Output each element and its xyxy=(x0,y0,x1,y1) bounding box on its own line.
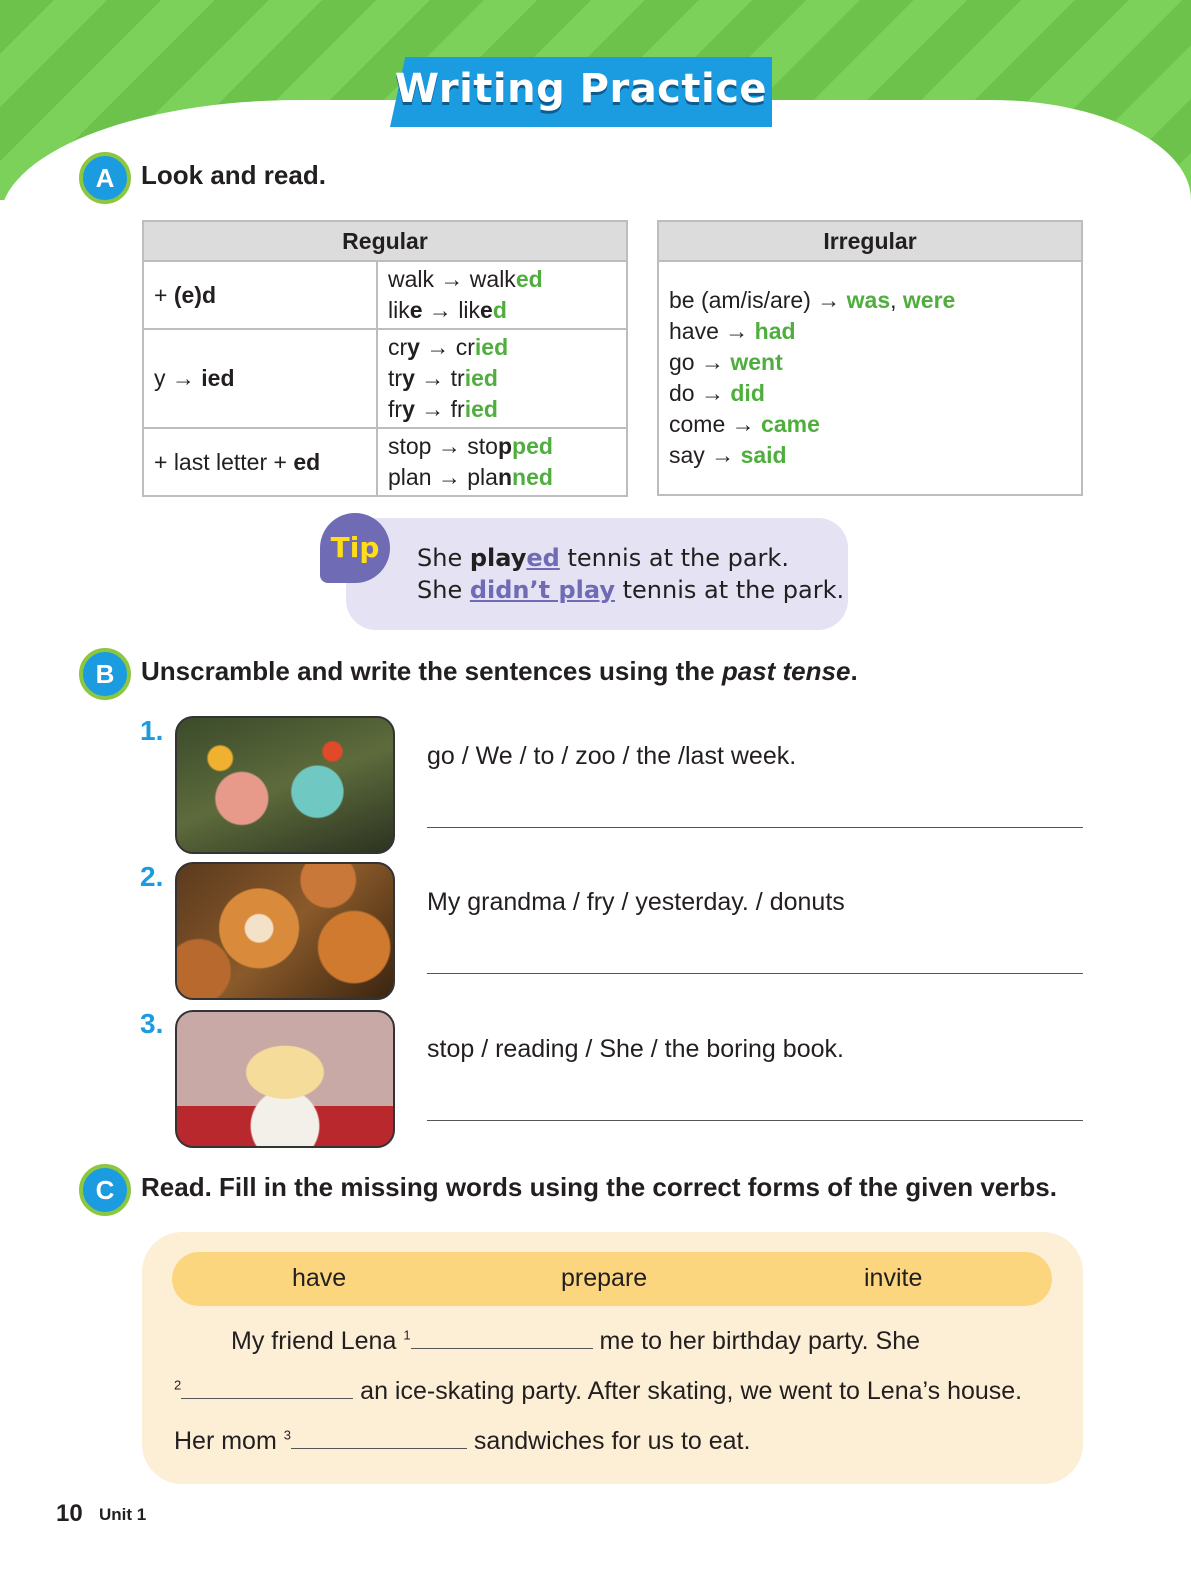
page-number: 10 xyxy=(56,1500,83,1527)
children-with-parrots-photo xyxy=(175,716,395,854)
page-title: Writing Practice xyxy=(394,66,768,112)
irregular-verbs-table xyxy=(657,220,1083,496)
blank-1[interactable] xyxy=(411,1324,593,1349)
rule-cell: + (e)d xyxy=(143,261,377,329)
rule-cell: + last letter + ed xyxy=(143,428,377,496)
section-b-title: Unscramble and write the sentences using the past tense. xyxy=(141,656,858,686)
unit-label: Unit 1 xyxy=(99,1505,147,1524)
answer-line[interactable] xyxy=(427,1120,1083,1121)
word-bank-item: invite xyxy=(864,1264,923,1292)
girl-asleep-on-book-photo xyxy=(175,1010,395,1148)
frying-donuts-photo xyxy=(175,862,395,1000)
item-number: 1. xyxy=(140,715,164,746)
regular-verbs-table xyxy=(142,220,628,497)
paragraph-line-1: My friend Lena $^1$ me to her birthday party. She xyxy=(231,1324,920,1356)
word-bank-item: have xyxy=(292,1264,347,1292)
irregular-header: Irregular xyxy=(658,221,1082,261)
paragraph-line-2: $^2$ an ice-skating party. After skating, we went to Lena’s house. xyxy=(174,1374,1022,1406)
section-c-badge: C xyxy=(79,1164,131,1216)
blank-2[interactable] xyxy=(181,1374,353,1399)
answer-line[interactable] xyxy=(427,973,1083,974)
examples-cell: cry → cried try → tried fry → fried xyxy=(377,329,627,428)
word-bank-item: prepare xyxy=(561,1264,648,1292)
examples-cell: stop → stopped plan → planned xyxy=(377,428,627,496)
irregular-examples-cell: be (am/is/are) → was, were have → had go → went do → did come → came say → said xyxy=(658,261,1082,495)
section-b-badge: B xyxy=(79,648,131,700)
tip-box xyxy=(346,518,848,630)
item-number: 2. xyxy=(140,861,164,892)
section-c-title: Read. Fill in the missing words using the correct forms of the given verbs. xyxy=(141,1172,1057,1202)
unscramble-prompt: stop / reading / She / the boring book. xyxy=(427,1035,844,1063)
item-number: 3. xyxy=(140,1008,164,1039)
answer-line[interactable] xyxy=(427,827,1083,828)
unscramble-prompt: My grandma / fry / yesterday. / donuts xyxy=(427,888,845,916)
unscramble-prompt: go / We / to / zoo / the /last week. xyxy=(427,742,797,770)
tip-line-2: She didn’t play tennis at the park. xyxy=(417,576,845,604)
section-a-title: Look and read. xyxy=(141,160,326,190)
tip-line-1: She played tennis at the park. xyxy=(417,544,789,572)
tip-badge: Tip xyxy=(320,513,390,583)
paragraph-line-3: Her mom $^3$ sandwiches for us to eat. xyxy=(174,1424,750,1456)
regular-header: Regular xyxy=(143,221,627,261)
rule-cell: y → ied xyxy=(143,329,377,428)
examples-cell: walk → walked like → liked xyxy=(377,261,627,329)
section-a-badge: A xyxy=(79,152,131,204)
blank-3[interactable] xyxy=(291,1424,467,1449)
